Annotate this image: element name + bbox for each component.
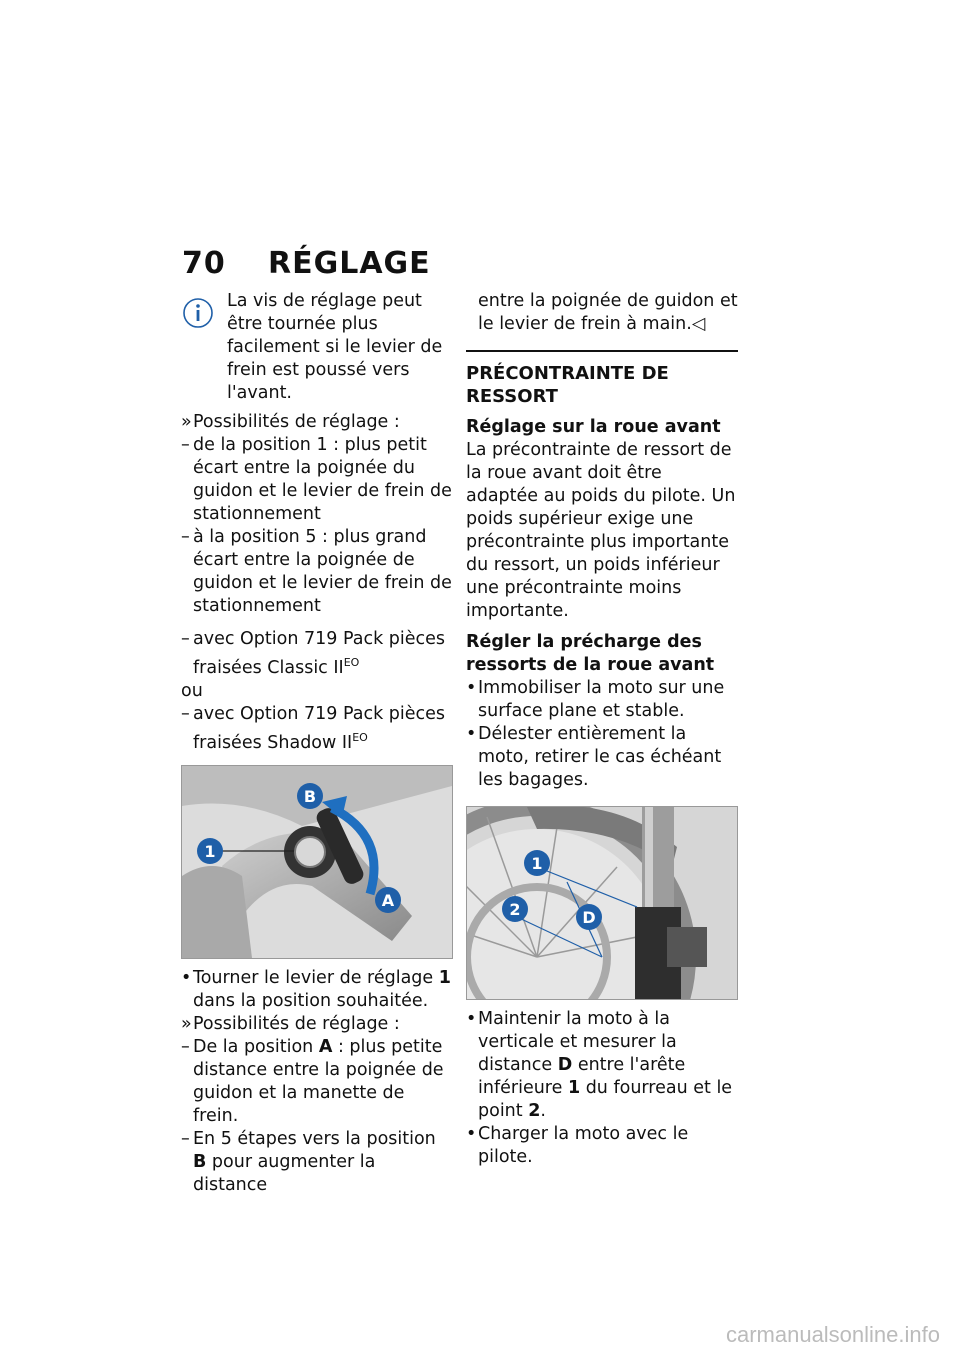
list-item: – En 5 étapes vers la position B pour augmenter la distance — [181, 1128, 436, 1195]
callout-1: 1 — [204, 841, 216, 861]
step-bullet: • Charger la moto avec le pilote. — [466, 1124, 689, 1167]
callout-b: B — [303, 786, 317, 806]
subsection-title: Réglage sur la roue avant — [466, 417, 721, 437]
watermark: carmanualsonline.info — [725, 1322, 940, 1347]
section-divider — [466, 350, 738, 352]
list-item: – de la position 1 : plus petit écart entre la poignée du guidon et le levier de frein de stationnement — [181, 435, 452, 524]
list-item: – à la position 5 : plus grand écart entre la poignée de guidon et le levier de frein de stationnement — [181, 527, 452, 616]
callout-2: 2 — [509, 900, 521, 919]
continuation-text: entre la poignée de guidon et le levier de frein à main.◁ — [478, 291, 738, 334]
subsection-title: Régler la précharge des ressorts de la roue avant — [466, 632, 715, 675]
figure-front-wheel — [466, 806, 738, 1000]
figure-brake-lever — [181, 765, 453, 959]
page-title: RÉGLAGE — [268, 246, 431, 281]
list-intro: » Possibilités de réglage : — [181, 412, 400, 432]
info-icon — [181, 296, 215, 330]
paragraph: La précontrainte de ressort de la roue avant doit être adaptée au poids du pilote. Un poids supérieur exige une précontrainte plus importante du ressort, un poids inférieur une précontrainte moins importante. — [466, 440, 736, 621]
option-classic: – avec Option 719 Pack pièces fraisées Classic $II^{EO}$ — [181, 629, 446, 678]
option-shadow: – avec Option 719 Pack pièces fraisées Shadow $II^{EO}$ — [181, 703, 446, 753]
callout-a: A — [381, 890, 395, 910]
left-column — [181, 290, 453, 1197]
right-column — [466, 290, 738, 1169]
callout-d: D — [582, 908, 596, 927]
list-intro: » Possibilités de réglage : — [181, 1013, 400, 1034]
end-mark-icon: ◁ — [691, 314, 706, 334]
brake-lever-illustration — [182, 766, 452, 958]
step-bullet: • Tourner le levier de réglage 1 dans la position souhaitée. — [181, 967, 451, 1011]
step-bullet: • Délester entièrement la moto, retirer le cas échéant les bagages. — [466, 724, 722, 790]
chevron-icon: » — [181, 412, 192, 432]
info-note — [181, 290, 453, 405]
chevron-icon: » — [181, 1013, 192, 1034]
section-title: PRÉCONTRAINTE DE RESSORT — [466, 363, 669, 407]
front-wheel-illustration — [467, 807, 737, 999]
step-bullet: • Maintenir la moto à la verticale et mesurer la distance D entre l'arête inférieure 1 du fourreau et le point 2. — [466, 1009, 733, 1121]
callout-1: 1 — [531, 854, 543, 873]
page-header — [182, 246, 431, 281]
step-bullet: • Immobiliser la moto sur une surface plane et stable. — [466, 678, 725, 721]
list-item: – De la position A : plus petite distance entre la poignée de guidon et la manette de frein. — [181, 1036, 444, 1126]
page-number: 70 — [182, 246, 226, 281]
or-text: ou — [181, 680, 203, 701]
info-text: La vis de réglage peut être tournée plus facilement si le levier de frein est poussé vers l'avant. — [227, 291, 443, 403]
